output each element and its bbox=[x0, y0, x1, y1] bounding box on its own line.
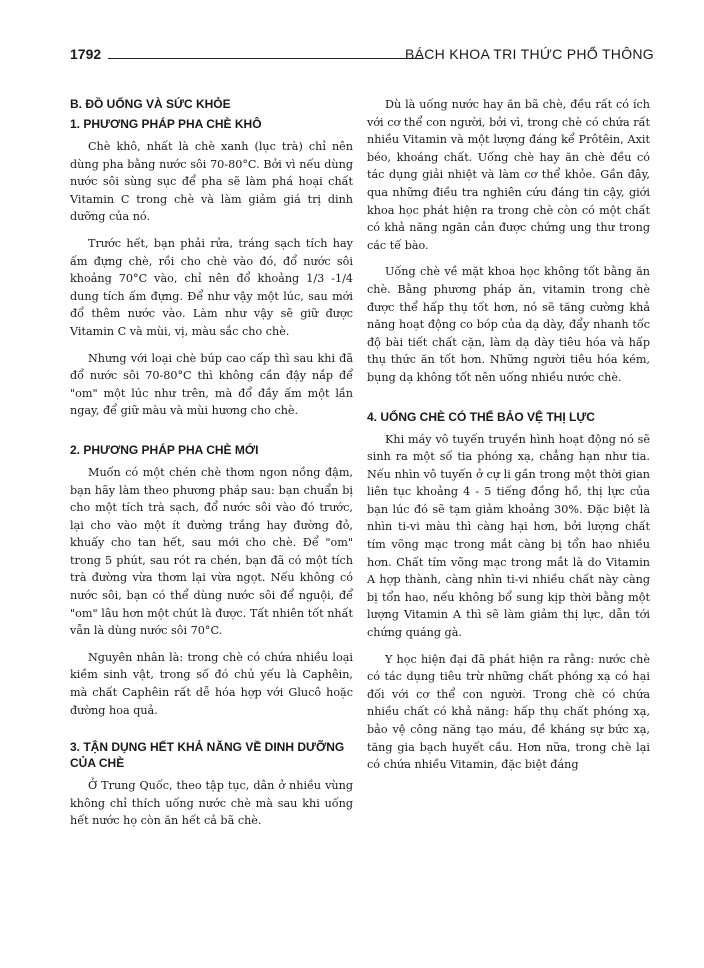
paragraph: Trước hết, bạn phải rửa, tráng sạch tích hay ấm đựng chè, rồi cho chè vào đó, đổ nước sôi khoảng 70°C vào, chỉ nên đổ khoảng 1/3 -1/4 dung tích ấm đựng. Để như vậy một lúc, sau mới đổ thêm nước vào. Làm như vậy sẽ giữ được Vitamin C và mùi, vị, màu sắc cho chè. bbox=[70, 236, 353, 338]
paragraph: Ở Trung Quốc, theo tập tục, dân ở nhiều vùng không chỉ thích uống nước chè mà sau khi uống hết nước họ còn ăn hết cả bã chè. bbox=[70, 779, 353, 828]
page-number: 1792 bbox=[70, 46, 102, 62]
heading-1: 1. PHƯƠNG PHÁP PHA CHÈ KHÔ bbox=[70, 117, 262, 131]
heading-2: 2. PHƯƠNG PHÁP PHA CHÈ MỚI bbox=[70, 442, 259, 457]
paragraph: Uống chè về mặt khoa học không tốt bằng ăn chè. Bằng phương pháp ăn, vitamin trong chè được thể hấp thụ tốt hơn, nó sẽ tăng cường khả năng hoạt động co bóp của dạ dày, đẩy nhanh tốc độ bài tiết chất cặn, làm dạ dày tiêu hóa và hấp thụ thức ăn tốt hơn. Những người tiêu hóa kém, bụng dạ không tốt nên uống nhiều nước chè. bbox=[367, 265, 650, 384]
left-column bbox=[70, 96, 353, 839]
paragraph: Muốn có một chén chè thơm ngon nồng đậm, bạn hãy làm theo phương pháp sau: bạn chuẩn bị cho một tích trà sạch, đổ nước sôi vào đó trước, lại cho vào một ít đường trắng hay đường đỏ, khuấy cho tan hết, sau mới cho chè. Để "om" trong 5 phút, sau rót ra chén, bạn đã có một tích trà đường vừa thơm lại vừa ngọt. Nếu không có nước sôi, bạn có thể dùng nước sôi để nguội, để "om" lâu hơn một chút là được. Tất nhiên tốt nhất vẫn là dùng nước sôi 70°C. bbox=[70, 465, 353, 638]
paragraph: Chè khô, nhất là chè xanh (lục trà) chỉ nên dùng pha bằng nước sôi 70-80°C. Bởi vì nếu dùng nước sôi sùng sục để pha sẽ làm phá hoại chất Vitamin C trong chè và làm giảm giá trị dinh dưỡng của nó. bbox=[70, 140, 353, 224]
paragraph: Y học hiện đại đã phát hiện ra rằng: nước chè có tác dụng tiêu trừ những chất phóng xạ có hại đối với cơ thể con người. Trong chè có chứa nhiều chất có khả năng: hấp thụ chất phóng xạ, bảo vệ công năng tạo máu, đề kháng sự bức xạ, tăng gia bạch huyết cầu. Hơn nữa, trong chè lại có chứa nhiều Vitamin, đặc biệt đáng bbox=[367, 652, 650, 772]
heading-4: 4. UỐNG CHÈ CÓ THỂ BẢO VỆ THỊ LỰC bbox=[367, 409, 595, 424]
page-header bbox=[70, 46, 654, 68]
heading-3: 3. TẬN DỤNG HẾT KHẢ NĂNG VỀ DINH DƯỠNG CỦA CHÈ bbox=[70, 740, 345, 771]
paragraph: Khi máy vô tuyến truyền hình hoạt động nó sẽ sinh ra một số tia phóng xạ, chẳng hạn như tia. Nếu nhìn vô tuyến ở cự li gần trong một thời gian liên tục khoảng 4 - 5 tiếng đồng hồ, thị lực của bạn lúc đó sẽ tạm giảm khoảng 30%. Đặc biệt là nhìn ti-vi màu thì càng hại hơn, bởi lượng chất tím võng mạc trong mắt càng bị tổn hao nhiều hơn. Chất tím võng mạc trong mắt là do Vitamin A hợp thành, càng nhìn ti-vi nhiều chất này càng bị tổn hao, nếu không bổ sung kịp thời bằng một lượng Vitamin A thì sẽ làm giảm thị lực, dẫn tới chứng quáng gà. bbox=[367, 432, 650, 640]
header-rule bbox=[108, 58, 423, 59]
paragraph: Nhưng với loại chè búp cao cấp thì sau khi đã đổ nước sôi 70-80°C thì không cần đậy nắp để "om" một lúc như trên, mà đổ đầy ấm một lần ngay, để giữ màu và mùi hương cho chè. bbox=[70, 351, 353, 418]
right-column bbox=[367, 96, 650, 783]
section-title: B. ĐỒ UỐNG VÀ SỨC KHỎE bbox=[70, 97, 231, 111]
paragraph: Nguyên nhân là: trong chè có chứa nhiều loại kiềm sinh vật, trong số đó chủ yếu là Caphêin, mà chất Caphêin rất dễ hóa hợp với Glucô hoặc đường hoa quả. bbox=[70, 650, 353, 717]
paragraph: Dù là uống nước hay ăn bã chè, đều rất có ích với cơ thể con người, bởi vì, trong chè có chứa rất nhiều Vitamin và một lượng đáng kể Prôtêin, Axit béo, khoáng chất. Uống chè hay ăn chè đều có tác dụng giải nhiệt và làm cơ thể khỏe. Gần đây, qua những điều tra nghiên cứu đáng tin cậy, giới khoa học phát hiện ra trong chè còn có một chất có khả năng ngăn cản được chứng ung thư trong các tế bào. bbox=[367, 98, 650, 252]
book-title: BÁCH KHOA TRI THỨC PHỔ THÔNG bbox=[404, 46, 654, 62]
